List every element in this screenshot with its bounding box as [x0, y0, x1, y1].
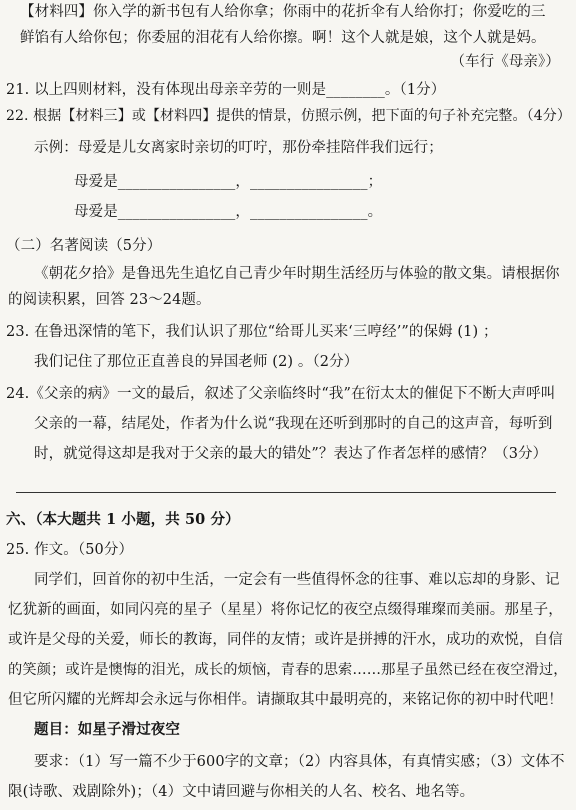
question-23-line-2: 我们记住了那位正直善良的异国老师 (2) 。（2分） — [34, 354, 359, 370]
prompt-line-5: 但它所闪耀的光辉却会永远与你相伴。请撷取其中最明亮的，来铭记你的初中时代吧！ — [8, 692, 563, 708]
question-23-line-1: 23. 在鲁迅深情的笔下，我们认识了那位“给哥儿买来‘三哼经’”的保姆 (1) ； — [6, 324, 498, 340]
requirements-line-2: 限(诗歌、戏剧除外)；（4）文中请回避与你相关的人名、校名、地名等。 — [8, 784, 475, 800]
question-24-line-2: 父亲的一幕，结尾处，作者为什么说“我现在还听到那时的自己的这声音，每听到 — [34, 416, 553, 432]
prompt-line-1: 同学们，回首你的初中生活，一定会有一些值得怀念的往事、难以忘却的身影、记 — [34, 572, 560, 588]
intro-line-1: 《朝花夕拾》是鲁迅先生追忆自己青少年时期生活经历与体验的散文集。请根据你 — [34, 266, 560, 282]
material-4-line-1: 【材料四】你入学的新书包有人给你拿；你雨中的花折伞有人给你打；你爱吃的三 — [20, 4, 546, 20]
requirements-line-1: 要求：（1）写一篇不少于600字的文章；（2）内容具体，有真情实感；（3）文体不 — [34, 754, 565, 770]
answer-line[interactable] — [16, 492, 556, 493]
section-6-heading: 六、（本大题共 1 小题，共 50 分） — [6, 511, 240, 528]
prompt-line-3: 或许是父母的关爱，师长的教诲，同伴的友情；或许是拼搏的汗水，成功的欢悦，自信 — [8, 632, 563, 648]
question-24-line-1: 24.《父亲的病》一文的最后，叙述了父亲临终时“我”在衍太太的催促下不断大声呼叫 — [6, 386, 556, 402]
question-24-line-3: 时，就觉得这却是我对于父亲的最大的错处”？表达了作者怎样的感情？（3分） — [34, 446, 548, 462]
question-22-blank-line-2[interactable]: 母爱是________________，________________。 — [74, 204, 383, 220]
section-2-heading: （二）名著阅读（5分） — [6, 238, 162, 254]
question-22: 22. 根据【材料三】或【材料四】提供的情景，仿照示例，把下面的句子补充完整。（4分） — [6, 108, 571, 124]
question-21: 21. 以上四则材料，没有体现出母亲辛劳的一则是________。（1分） — [6, 82, 446, 98]
prompt-line-4: 的笑颜；或许是懊悔的泪光，成长的烦恼，青春的思索……那星子虽然已经在夜空滑过， — [8, 662, 568, 678]
essay-title: 题目：如星子滑过夜空 — [34, 721, 180, 738]
question-25: 25. 作文。（50分） — [6, 542, 134, 558]
material-4-line-2: 鲜馅有人给你包；你委屈的泪花有人给你擦。啊！这个人就是娘，这个人就是妈。 — [20, 30, 546, 46]
material-4-source: （车行《母亲》） — [450, 54, 560, 70]
intro-line-2: 的阅读积累，回答 23～24题。 — [8, 292, 211, 308]
prompt-line-2: 忆犹新的画面，如同闪亮的星子（星星）将你记忆的夜空点缀得璀璨而美丽。那星子， — [8, 602, 563, 618]
question-22-blank-line-1[interactable]: 母爱是________________，________________； — [74, 174, 383, 190]
question-22-example: 示例：母爱是儿女离家时亲切的叮咛，那份牵挂陪伴我们远行； — [34, 140, 443, 156]
